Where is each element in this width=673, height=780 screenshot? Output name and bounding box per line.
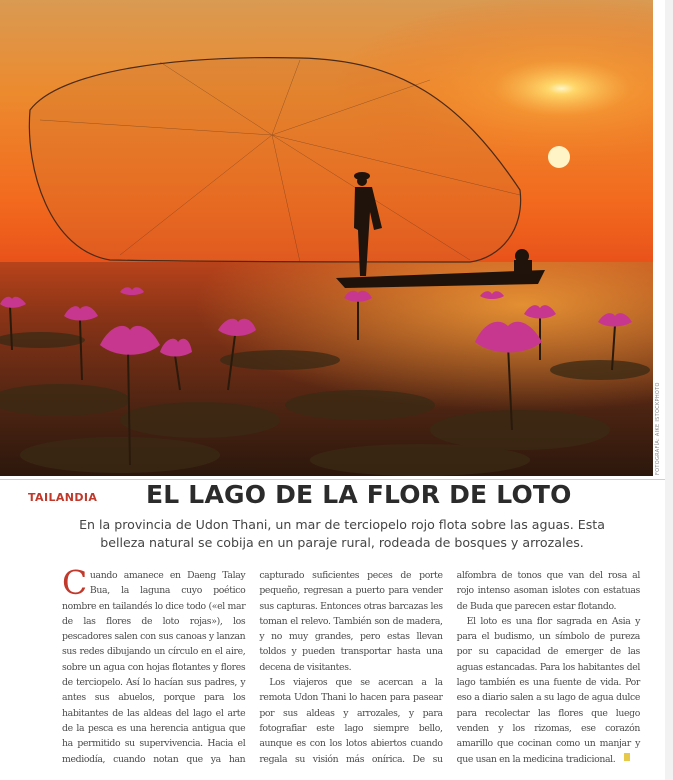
article-subheading: En la provincia de Udon Thani, un mar de terciopelo rojo flota sobre las aguas. Esta belleza natural se cobija en un paraje rural, rodeada de bosques y arrozales. bbox=[79, 517, 605, 550]
end-of-article-mark bbox=[624, 753, 630, 761]
paragraph-2: Los viajeros que se acercan a la remota Udon Thani lo hacen para pasear por sus aldeas y arrozales, y para fotografiar este lago siempre bello, aunque es con los lotos abiertos cuando regala su visión más onírica. De su alfombra de tonos que van del rosa al rojo intenso asoman islotes con estatuas de Buda que parecen estar flotando. bbox=[259, 570, 640, 765]
page-gutter bbox=[665, 0, 673, 780]
paragraph-3: El loto es una flor sagrada en Asia y para el budismo, un símbolo de pureza por su capacidad de emerger de las aguas estancadas. Para los habitantes del lago también es una fuente de vida. Por eso a diario salen a su lago de agua dulce para recolectar las flores que luego venden y los rizomas, ese corazón amarillo que cocinan como un manjar y que usan en la medicina tradicional. bbox=[456, 615, 640, 765]
paragraph-1-text: uando amanece en Daeng Talay Bua, la laguna cuyo poético nombre en tailandés lo dice todo («el mar de las flores de loto rojas»), los pescadores salen con sus canoas y lanzan sus redes dibujando un círculo en el aire, sobre un agua con hojas flotantes y flores de terciopelo. Así lo hacían sus padres, y antes sus abuelos, porque para los habitantes de las aldeas del lago el arte de la pesca es una herencia antigua que ha permitido su supervivencia. Hacia el mediodía, cuando notan que ya han capturado suficientes peces de porte pequeño, regresan a puerto para vender sus capturas. Entonces otras barcazas les toman el relevo. También son de madera, y no muy grandes, pero estas llevan toldos y pueden transportar hasta una decena de visitantes. bbox=[62, 570, 443, 765]
section-label: TAILANDIA bbox=[28, 491, 98, 504]
sun-icon bbox=[548, 146, 570, 168]
article-body bbox=[62, 563, 640, 770]
article-headline: EL LAGO DE LA FLOR DE LOTO bbox=[146, 480, 572, 509]
photo-credit: FOTOGRAFÍA: AIKE ISTOCKPHOTO bbox=[655, 382, 661, 475]
drop-cap: C bbox=[62, 563, 87, 602]
